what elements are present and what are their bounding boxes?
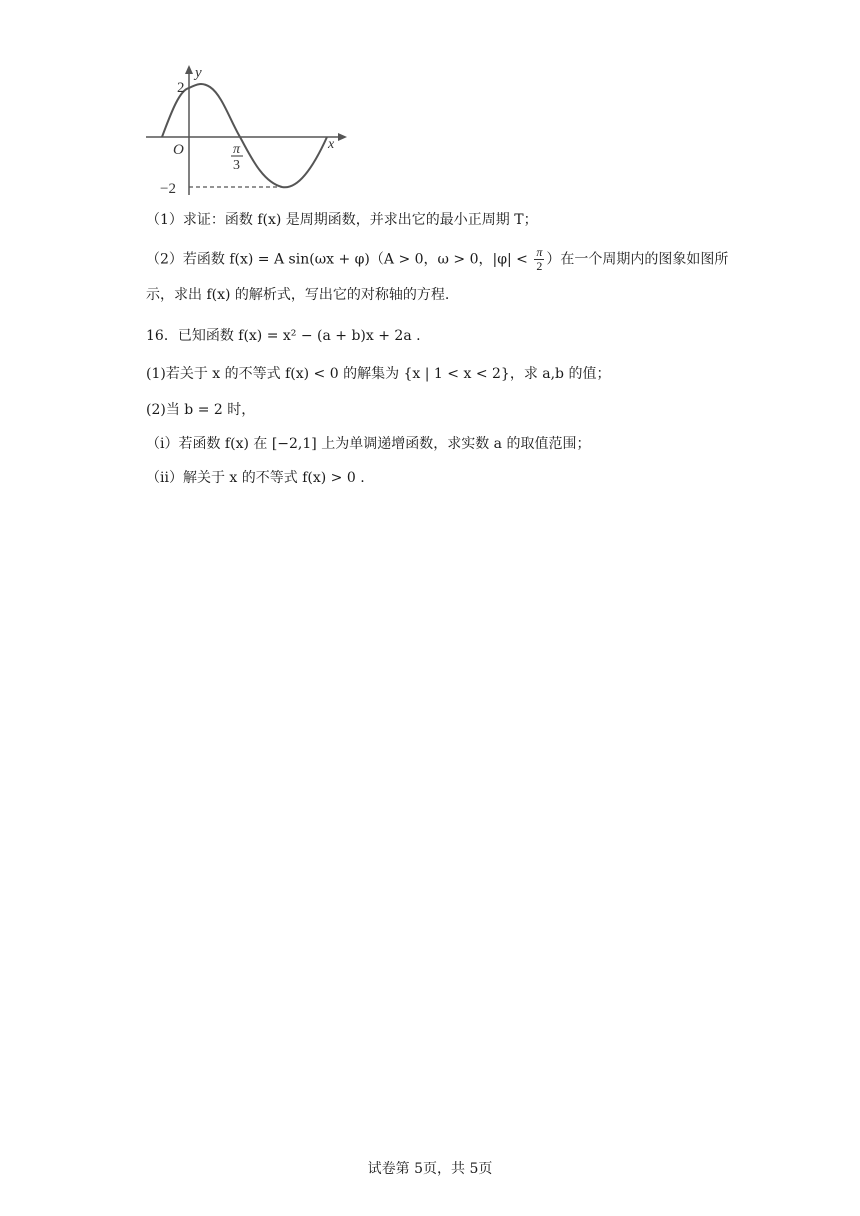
x-mark-denominator: 3	[233, 158, 240, 173]
sine-curve	[162, 84, 327, 187]
question-15-part-2-text-b: ）在一个周期内的图象如图所	[546, 251, 729, 268]
pi-over-2-fraction	[534, 246, 544, 273]
y-axis-label: y	[195, 65, 202, 81]
question-16-part-2: (2)当 b = 2 时，	[146, 402, 256, 418]
question-16-stem: 16．已知函数 f(x) = x² − (a + b)x + 2a .	[146, 328, 421, 344]
question-16-part-1: (1)若关于 x 的不等式 f(x) < 0 的解集为 {x | 1 < x < 2}，求 a,b 的值；	[146, 366, 611, 382]
question-15-part-2	[146, 246, 728, 273]
fraction-numerator: π	[536, 245, 543, 259]
y-axis-arrow	[185, 65, 193, 74]
y-min-label: −2	[160, 181, 176, 197]
y-max-label: 2	[177, 80, 185, 96]
question-15-part-2-text-a: （2）若函数 f(x) = A sin(ωx + φ)（A > 0，ω > 0，|φ| <	[146, 251, 533, 268]
x-axis-arrow	[338, 133, 347, 141]
question-16-part-2-ii: （ii）解关于 x 的不等式 f(x) > 0 .	[146, 470, 365, 486]
fraction-denominator: 2	[536, 259, 543, 273]
question-15-part-2-continued: 示，求出 f(x) 的解析式，写出它的对称轴的方程.	[146, 287, 450, 303]
origin-label: O	[173, 142, 184, 158]
question-16-part-2-i: （i）若函数 f(x) 在 [−2,1] 上为单调递增函数，求实数 a 的取值范围；	[146, 436, 591, 452]
x-axis-label: x	[328, 137, 335, 152]
page-footer: 试卷第 5页，共 5页	[367, 1161, 493, 1177]
sine-graph-figure	[142, 60, 357, 200]
question-15-part-1: （1）求证：函数 f(x) 是周期函数，并求出它的最小正周期 T；	[146, 212, 538, 228]
x-mark-numerator: π	[233, 142, 241, 157]
